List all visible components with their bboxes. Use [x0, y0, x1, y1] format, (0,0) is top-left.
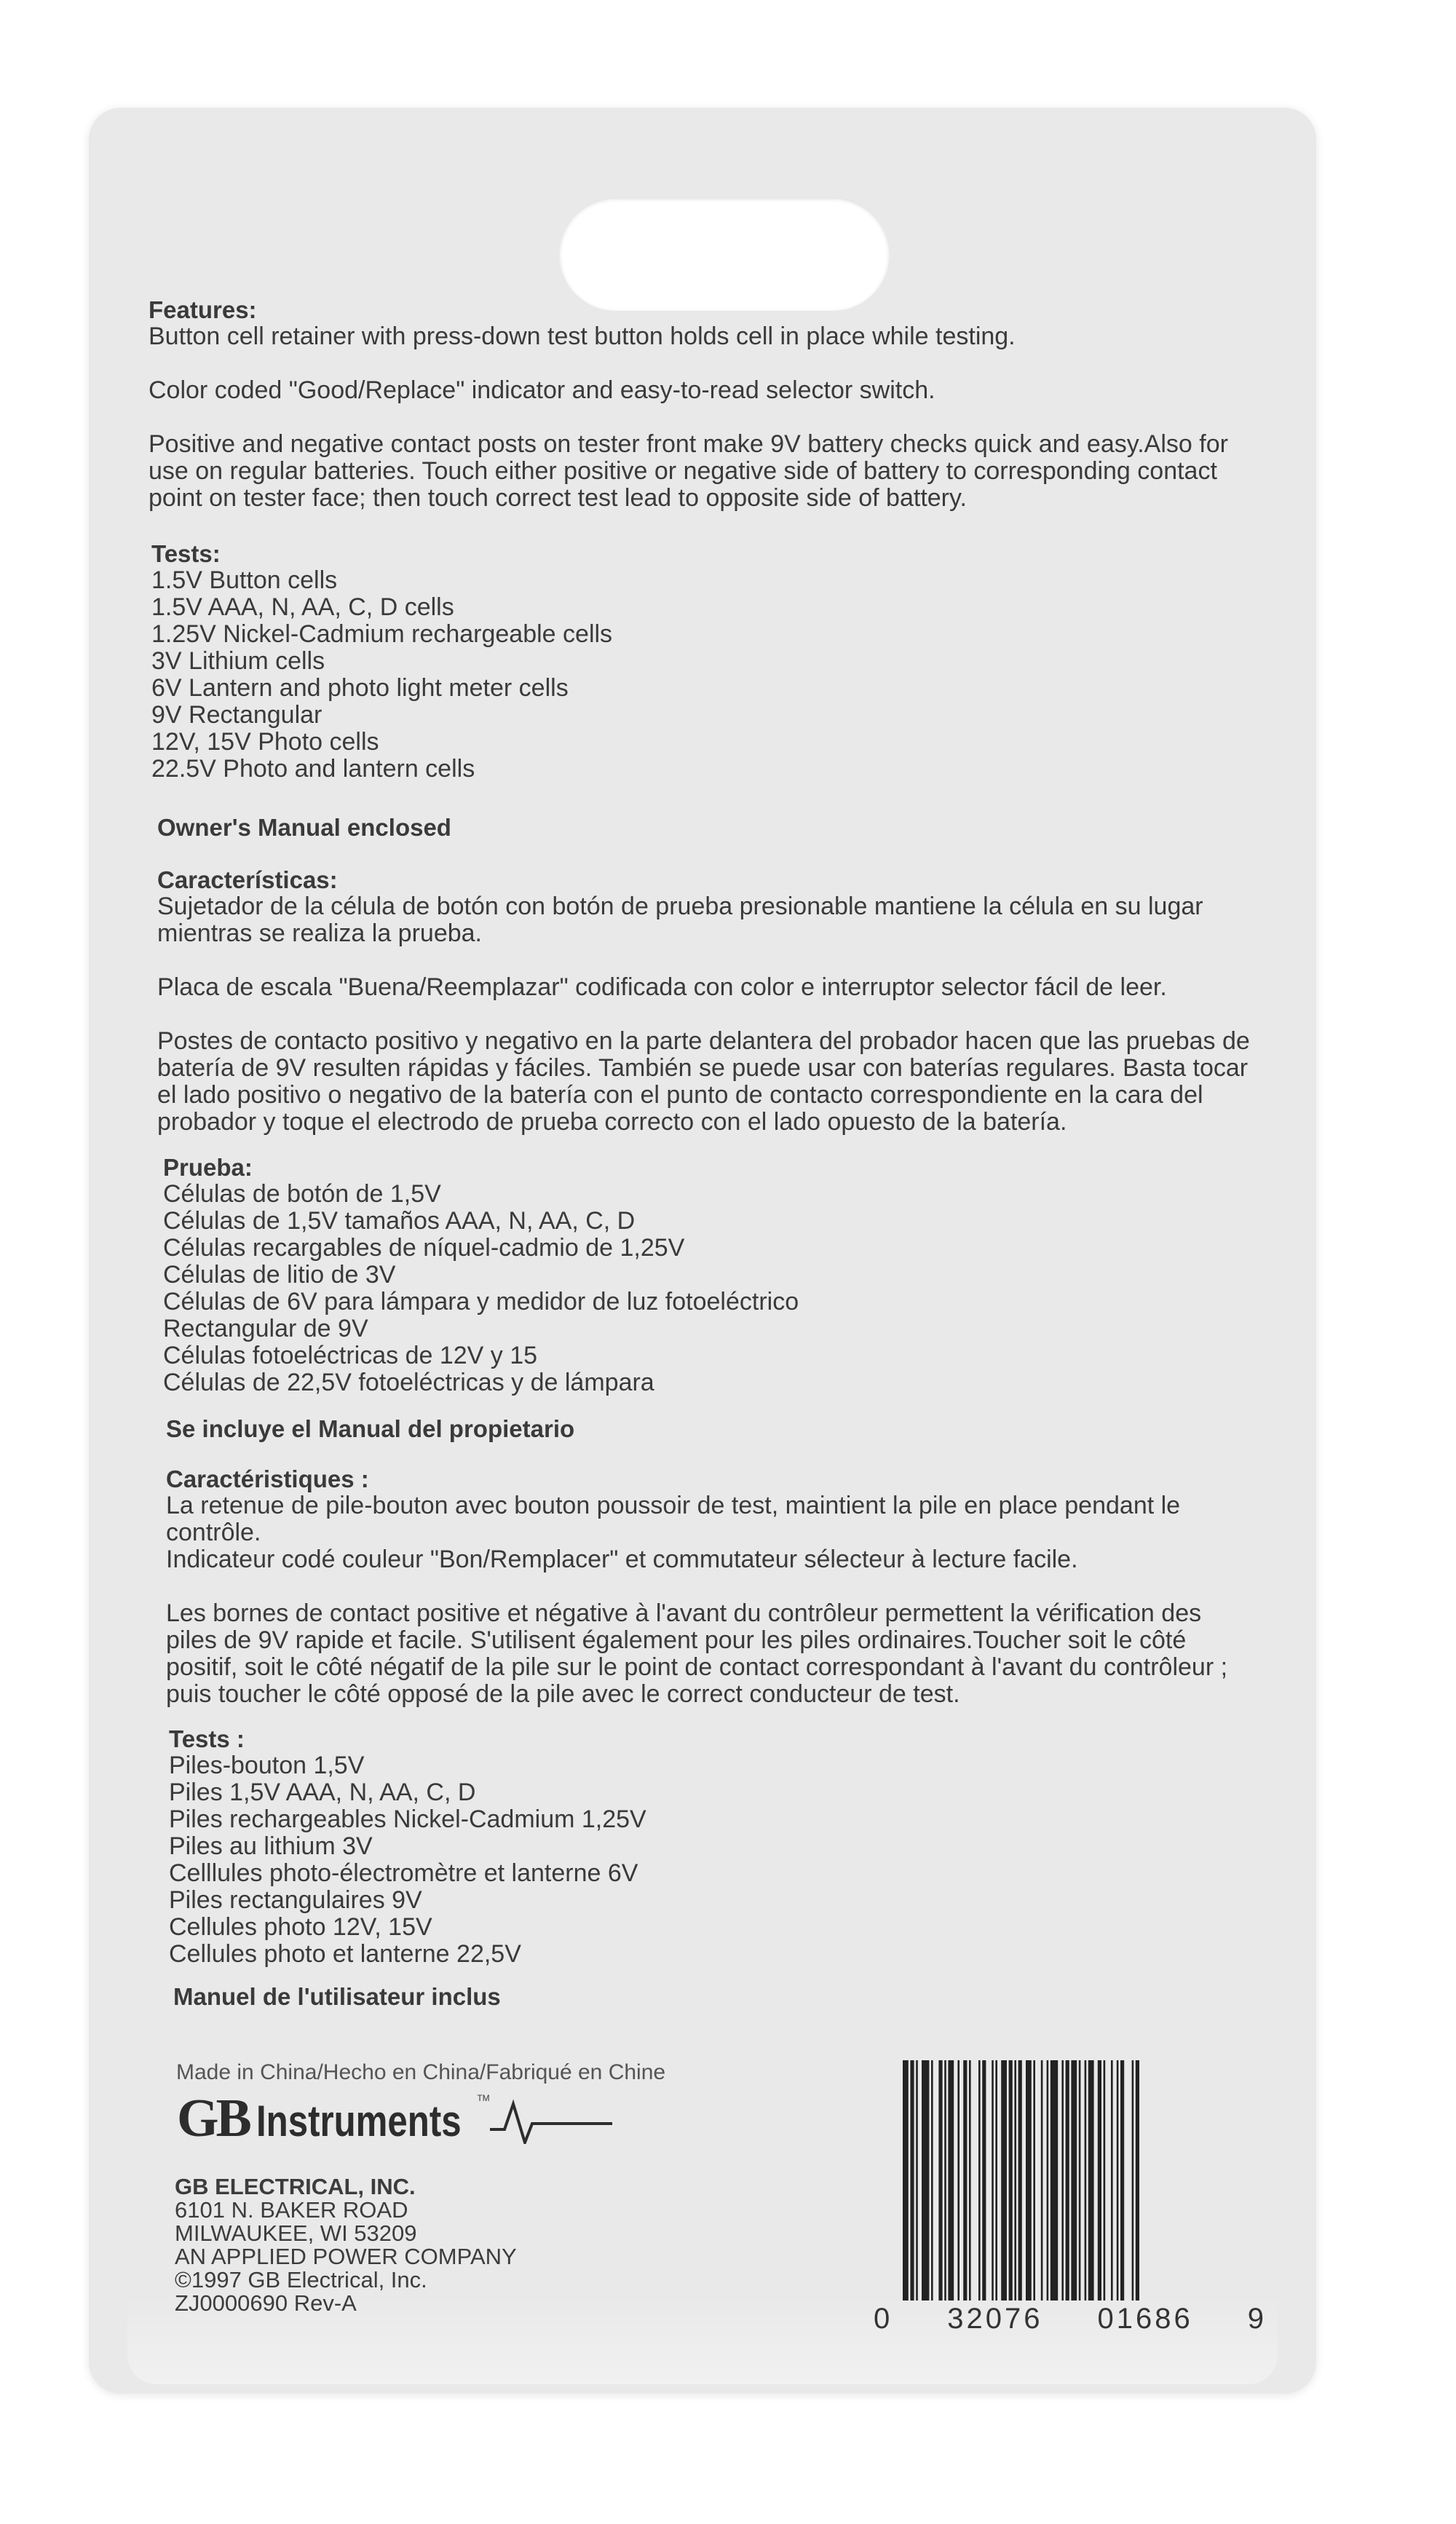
caracteristicas-p3: Postes de contacto positivo y negativo en la parte delantera del probador hacen que las pruebas de batería de 9V resulten rápidas y fáciles. También se puede usar con baterías regulares. Basta tocar el lado positivo o negativo de la batería con el punto de contacto correspondiente en la cara del probador y toque el electrodo de prueba correcto con el lado opuesto de la batería. [157, 1027, 1250, 1136]
barcode-bar [1071, 2060, 1077, 2301]
barcode-bar [1026, 2060, 1032, 2301]
list-item: Piles-bouton 1,5V [169, 1752, 365, 1779]
barcode-bar [1014, 2060, 1016, 2301]
barcode-bar [992, 2060, 994, 2301]
tests-heading: Tests: [151, 540, 221, 567]
barcode-bar [995, 2060, 997, 2301]
list-item: Células de 1,5V tamaños AAA, N, AA, C, D [163, 1207, 636, 1235]
barcode-bar [957, 2060, 960, 2301]
barcode-digit: 0 [874, 2303, 893, 2335]
hang-hole [559, 197, 890, 311]
address-line: 6101 N. BAKER ROAD [175, 2197, 408, 2223]
barcode-bar [1079, 2060, 1081, 2301]
list-item: Células fotoeléctricas de 12V y 15 [163, 1342, 538, 1369]
list-item: Células recargables de níquel-cadmio de 1,25V [163, 1234, 685, 1262]
list-item: 12V, 15V Photo cells [151, 728, 379, 756]
list-item: Piles au lithium 3V [169, 1832, 373, 1860]
list-item: 1.5V Button cells [151, 566, 338, 594]
brand-logo [177, 2089, 614, 2148]
tests-fr-heading: Tests : [169, 1725, 245, 1752]
manual-fr-note: Manuel de l'utilisateur inclus [173, 1983, 501, 2010]
list-item: Células de 22,5V fotoeléctricas y de lámpara [163, 1369, 654, 1396]
caracteristicas-section [157, 866, 1293, 1136]
list-item: Cellules photo 12V, 15V [169, 1913, 432, 1941]
barcode-bar [969, 2060, 971, 2301]
list-item: 22.5V Photo and lantern cells [151, 755, 475, 783]
barcode-bar [1047, 2060, 1049, 2301]
address-line: AN APPLIED POWER COMPANY [175, 2244, 517, 2269]
barcode-digit: 9 [1247, 2303, 1267, 2335]
prueba-section [163, 1154, 1182, 1396]
caracteristiques-heading: Caractéristiques : [166, 1465, 369, 1492]
manual-es-note: Se incluye el Manual del propietario [166, 1415, 575, 1442]
barcode-digits [874, 2303, 1267, 2335]
caracteristiques-p2: Les bornes de contact positive et négative à l'avant du contrôleur permettent la vérification des piles de 9V rapide et facile. S'utilisent également pour les piles ordinaires.Toucher soit le côté positif, soit le côté négatif de la pile sur le point de contact correspondant à l'avant du contrôleur ; puis toucher le côté opposé de la pile avec le correct conducteur de test. [166, 1599, 1228, 1708]
features-p3: Positive and negative contact posts on tester front make 9V battery checks quick and easy.Also for use on regular batteries. Touch either positive or negative side of battery to corresponding contact point on tester face; then touch correct test lead to opposite side of battery. [149, 430, 1228, 512]
barcode-bar [1132, 2060, 1134, 2301]
logo-instruments-text: Instruments [256, 2097, 462, 2145]
made-in-note: Made in China/Hecho en China/Fabriqué en Chine [176, 2060, 666, 2084]
list-item: Cellules photo et lanterne 22,5V [169, 1940, 521, 1968]
list-item: Piles rechargeables Nickel-Cadmium 1,25V [169, 1805, 646, 1833]
barcode-bar [903, 2060, 909, 2301]
barcode-bar [982, 2060, 986, 2301]
barcode-bar [1136, 2060, 1139, 2301]
barcode-bar [1098, 2060, 1101, 2301]
barcode-bar [1085, 2060, 1087, 2301]
barcode-bar [1018, 2060, 1022, 2301]
features-p1: Button cell retainer with press-down test button holds cell in place while testing. [149, 323, 1016, 350]
barcode-bar [1066, 2060, 1069, 2301]
barcode-bar [978, 2060, 981, 2301]
barcode-bar [931, 2060, 933, 2301]
company-name: GB ELECTRICAL, INC. [175, 2174, 416, 2199]
list-item: Células de botón de 1,5V [163, 1180, 441, 1208]
barcode-bar [1120, 2060, 1124, 2301]
barcode [900, 2060, 1242, 2301]
barcode-bar [910, 2060, 914, 2301]
address-line: ZJ0000690 Rev-A [175, 2290, 357, 2316]
barcode-bar [1111, 2060, 1113, 2301]
list-item: 1.25V Nickel-Cadmium rechargeable cells [151, 620, 613, 648]
features-p2: Color coded "Good/Replace" indicator and easy-to-read selector switch. [149, 376, 935, 404]
caracteristicas-heading: Características: [157, 866, 338, 893]
list-item: Células de litio de 3V [163, 1261, 396, 1289]
signal-wave-icon [490, 2093, 614, 2144]
barcode-digit: 01686 [1097, 2303, 1193, 2335]
address-line: MILWAUKEE, WI 53209 [175, 2220, 417, 2246]
barcode-bar [1051, 2060, 1058, 2301]
barcode-bar [1117, 2060, 1119, 2301]
owners-manual-note: Owner's Manual enclosed [157, 814, 451, 841]
caracteristicas-p2: Placa de escala "Buena/Reemplazar" codificada con color e interruptor selector fácil de leer. [157, 973, 1167, 1001]
list-item: Piles 1,5V AAA, N, AA, C, D [169, 1779, 476, 1806]
barcode-bar [1041, 2060, 1043, 2301]
caracteristiques-p1: La retenue de pile-bouton avec bouton poussoir de test, maintient la pile en place pendant le contrôle. Indicateur codé couleur "Bon/Remplacer" et commutateur sélecteur à lecture facile. [166, 1492, 1181, 1573]
barcode-bar [1104, 2060, 1106, 2301]
barcode-bar [1088, 2060, 1094, 2301]
caracteristicas-p1: Sujetador de la célula de botón con botón de prueba presionable mantiene la célula en su lugar mientras se realiza la prueba. [157, 893, 1203, 947]
list-item: 6V Lantern and photo light meter cells [151, 674, 569, 702]
barcode-bar [1061, 2060, 1064, 2301]
barcode-bar [916, 2060, 918, 2301]
features-section [149, 296, 1284, 512]
tests-fr-section [169, 1725, 1188, 1968]
logo-tm: TM [477, 2093, 490, 2103]
list-item: Células de 6V para lámpara y medidor de luz fotoeléctrico [163, 1288, 799, 1316]
list-item: Rectangular de 9V [163, 1315, 368, 1342]
logo-gb-text: GB [177, 2089, 249, 2148]
list-item: 1.5V AAA, N, AA, C, D cells [151, 593, 454, 621]
barcode-bar [948, 2060, 954, 2301]
list-item: 3V Lithium cells [151, 647, 325, 675]
barcode-bar [1009, 2060, 1013, 2301]
barcode-digit: 32076 [947, 2303, 1043, 2335]
address-block [175, 2175, 517, 2315]
list-item: 9V Rectangular [151, 701, 323, 729]
tests-section [151, 540, 1171, 783]
barcode-bar [1033, 2060, 1035, 2301]
prueba-heading: Prueba: [163, 1154, 253, 1181]
list-item: Celllules photo-électromètre et lanterne 6V [169, 1859, 638, 1887]
barcode-bar [1001, 2060, 1007, 2301]
barcode-bar [922, 2060, 929, 2301]
barcode-bar [963, 2060, 967, 2301]
barcode-bar [938, 2060, 942, 2301]
barcode-bar [944, 2060, 946, 2301]
list-item: Piles rectangulaires 9V [169, 1886, 422, 1914]
features-heading: Features: [149, 296, 257, 323]
address-line: ©1997 GB Electrical, Inc. [175, 2267, 427, 2292]
caracteristiques-section [166, 1465, 1302, 1708]
